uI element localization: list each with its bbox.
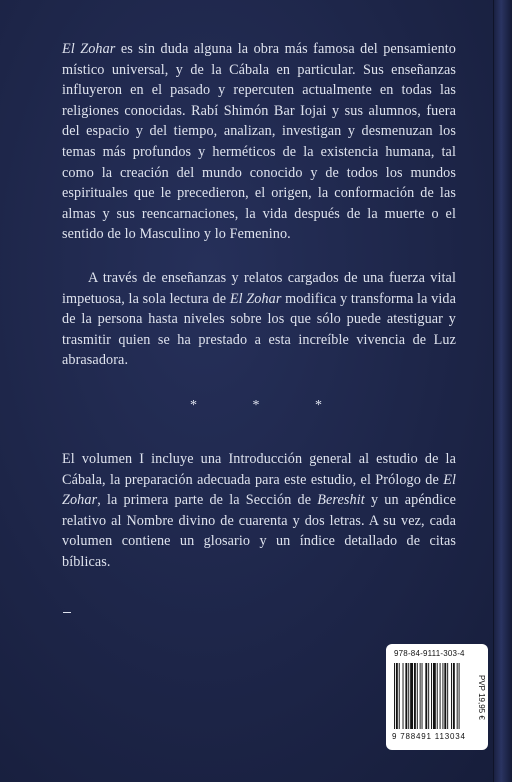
barcode-panel	[386, 644, 488, 750]
paragraph-3-text	[62, 449, 456, 573]
ean-digits: 9 788491 113034	[392, 732, 466, 741]
synopsis-paragraph-2	[62, 268, 456, 371]
italic-title-run: El Zohar	[62, 41, 116, 57]
price-label: PVP 19,95 €	[477, 674, 486, 720]
isbn-number: 978-84-9111-303-4	[394, 649, 465, 658]
volume-contents-paragraph	[62, 449, 456, 573]
decorative-dash	[63, 612, 71, 613]
italic-title-run: Bereshit	[317, 492, 365, 509]
text-run: es sin duda alguna la obra más famosa del pensamiento místico universal, y de la Cábala en particular. Sus enseñanzas influyeron en el pasado y repercuten actualmente en todas las religiones conocidas. Rabí Shimón Bar Iojai y sus alumnos, fuera del espacio y del tiempo, analizan, investigan y desmenuzan los temas más profundos y herméticos de la existencia humana, tal como la creación del mundo conocido y de todos los mundos espirituales que le precedieron, el origen, la conformación de las almas y sus reencarnaciones, la vida después de la muerte o el sentido de lo Masculino y lo Femenino.	[62, 41, 456, 243]
synopsis-paragraph-1	[62, 39, 456, 245]
barcode-icon	[394, 663, 472, 729]
italic-title-run: El Zohar	[62, 471, 456, 509]
text-run: y un apéndice relativo al Nombre divino de cuarenta y dos letras. A su vez, cada volumen contiene un glosario y un índice detallado de citas bíblicas.	[62, 492, 456, 570]
cover-edge	[493, 0, 512, 782]
paragraph-2-text	[62, 268, 456, 371]
text-run: A través de enseñanzas y relatos cargados de una fuerza vital impetuosa, la sola lectura de	[62, 270, 456, 307]
section-separator: * * *	[190, 398, 348, 413]
text-run: , la primera parte de la Sección de	[97, 492, 318, 509]
paragraph-1-text	[62, 39, 456, 245]
text-run: El volumen I incluye una Introducción general al estudio de la Cábala, la preparación adecuada para este estudio, el Prólogo de	[62, 451, 456, 488]
text-run: modifica y transforma la vida de la persona hasta niveles sobre los que sólo puede atestiguar y trasmitir quien se ha prestado a esta increíble vivencia de Luz abrasadora.	[62, 290, 456, 369]
italic-title-run: El Zohar	[229, 290, 282, 307]
